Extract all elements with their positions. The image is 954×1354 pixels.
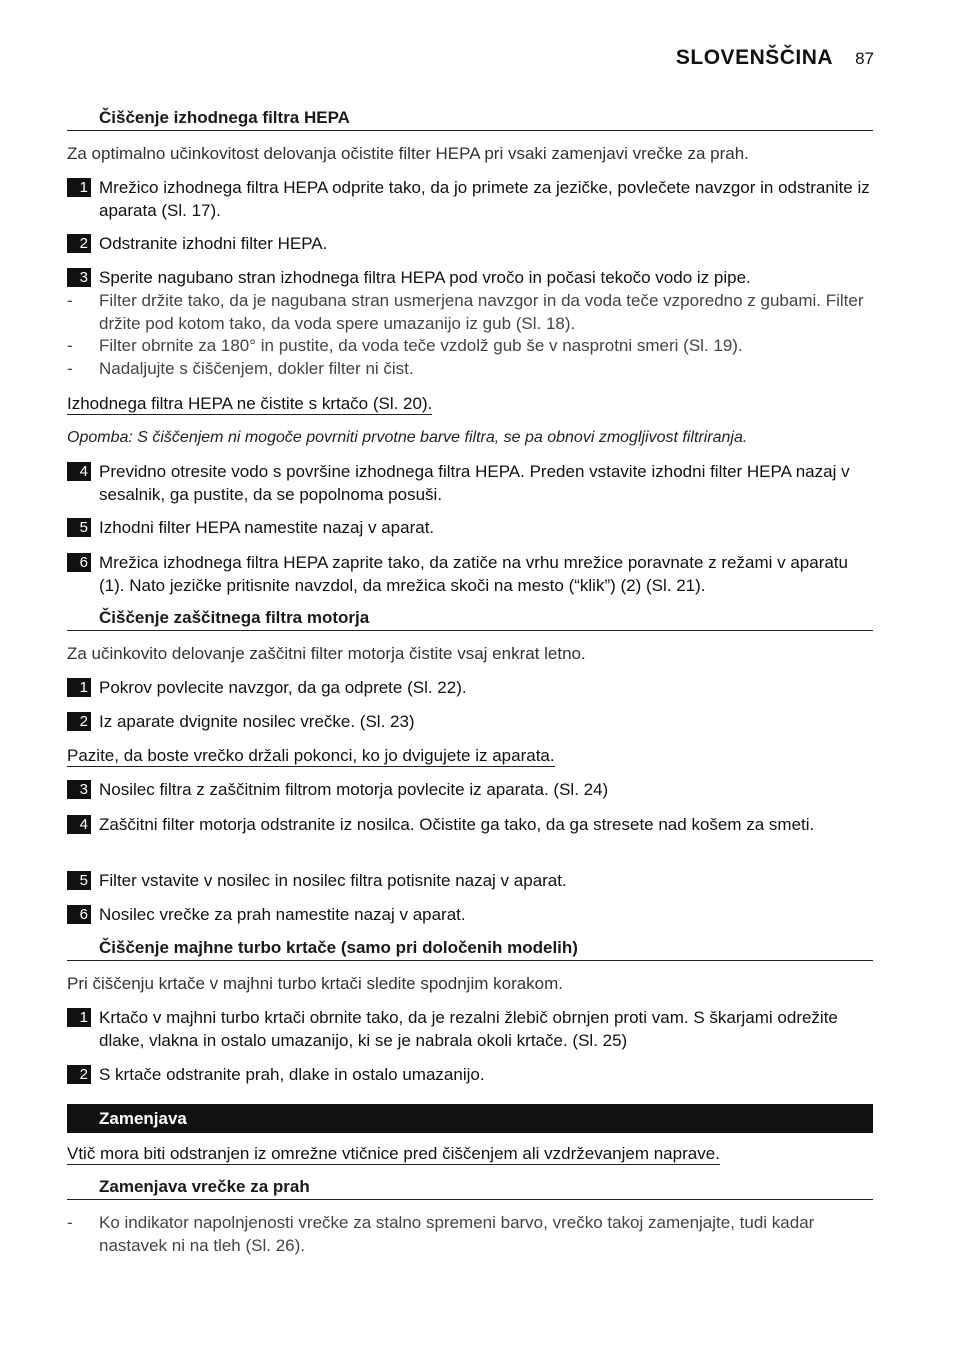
step-number: 1 (67, 678, 91, 697)
bullet-item: - Ko indikator napolnjenosti vrečke za stalno spremeni barvo, vrečko takoj zamenjajte, tudi kadar nastavek ni na tleh (Sl. 26). (67, 1211, 873, 1257)
step-text: Mrežica izhodnega filtra HEPA zaprite tako, da zatiče na vrhu mrežice poravnate z režami v aparatu (1). Nato jezičke pritisnite navzdol, da mrežica skoči na mesto (“klik”) (2) (Sl. 21). (99, 553, 848, 595)
section-bar-replacement: Zamenjava (67, 1104, 873, 1133)
step-text: Mrežico izhodnega filtra HEPA odprite tako, da jo primete za jezičke, povlečete navzgor in odstranite iz aparata (Sl. 17). (99, 178, 870, 220)
page-header (676, 46, 874, 70)
step-number: 1 (67, 1008, 91, 1027)
step-text: Sperite nagubano stran izhodnega filtra HEPA pod vročo in počasi tekočo vodo iz pipe. (99, 268, 751, 287)
section-title-motor-filter: Čiščenje zaščitnega filtra motorja (67, 607, 873, 631)
warning-text: Vtič mora biti odstranjen iz omrežne vtičnice pred čiščenjem ali vzdrževanjem naprave. (67, 1144, 720, 1163)
intro-paragraph: Za optimalno učinkovitost delovanja očistite filter HEPA pri vsaki zamenjavi vrečke za prah. (67, 144, 749, 163)
step-text: Pokrov povlecite navzgor, da ga odprete (Sl. 22). (99, 678, 467, 697)
step-text: Odstranite izhodni filter HEPA. (99, 234, 328, 253)
step-item (67, 676, 873, 699)
step-number: 5 (67, 871, 91, 890)
step-item (67, 266, 873, 289)
bullet-item: - Filter obrnite za 180° in pustite, da voda teče vzdolž gub še v nasprotni smeri (Sl. 19). (67, 334, 873, 357)
intro-paragraph: Pri čiščenju krtače v majhni turbo krtači sledite spodnjim korakom. (67, 974, 564, 993)
step-text: Izhodni filter HEPA namestite nazaj v aparat. (99, 518, 435, 537)
step-item (67, 1006, 873, 1052)
bullet-text: Ko indikator napolnjenosti vrečke za stalno spremeni barvo, vrečko takoj zamenjajte, tudi kadar nastavek ni na tleh (Sl. 26). (99, 1213, 815, 1255)
step-number: 2 (67, 1065, 91, 1084)
page-number: 87 (855, 49, 874, 68)
step-number: 4 (67, 462, 91, 481)
step-number: 3 (67, 780, 91, 799)
section-title-hepa: Čiščenje izhodnega filtra HEPA (67, 107, 873, 131)
step-number: 1 (67, 178, 91, 197)
step-item (67, 778, 873, 801)
bullet-text: Filter obrnite za 180° in pustite, da voda teče vzdolž gub še v nasprotni smeri (Sl. 19). (99, 336, 743, 355)
warning-text: Pazite, da boste vrečko držali pokonci, ko jo dvigujete iz aparata. (67, 746, 555, 765)
step-item (67, 176, 873, 222)
step-number: 6 (67, 553, 91, 572)
section-title-turbo-brush: Čiščenje majhne turbo krtače (samo pri določenih modelih) (67, 937, 873, 961)
step-text: Filter vstavite v nosilec in nosilec filtra potisnite nazaj v aparat. (99, 871, 567, 890)
language-label: SLOVENŠČINA (675, 46, 834, 69)
warning-text: Izhodnega filtra HEPA ne čistite s krtačo (Sl. 20). (67, 394, 433, 413)
step-item (67, 1063, 873, 1086)
step-item (67, 516, 873, 539)
step-number: 2 (67, 234, 91, 253)
step-text: Nosilec vrečke za prah namestite nazaj v aparat. (99, 905, 466, 924)
bullet-item: - Nadaljujte s čiščenjem, dokler filter ni čist. (67, 357, 873, 380)
step-item (67, 460, 873, 506)
step-text: S krtače odstranite prah, dlake in ostalo umazanijo. (99, 1065, 485, 1084)
section-title-bag-replacement: Zamenjava vrečke za prah (67, 1176, 873, 1200)
step-text: Krtačo v majhni turbo krtači obrnite tako, da je rezalni žlebič obrnjen proti vam. S škarjami odrežite dlake, vlakna in ostalo umazanijo, ki se je nabrala okoli krtače. (Sl. 25) (99, 1008, 838, 1050)
step-number: 2 (67, 712, 91, 731)
note-text: Opomba: S čiščenjem ni mogoče povrniti prvotne barve filtra, se pa obnovi zmogljivost filtriranja. (67, 429, 748, 446)
step-number: 3 (67, 268, 91, 287)
step-item (67, 869, 873, 892)
intro-paragraph: Za učinkovito delovanje zaščitni filter motorja čistite vsaj enkrat letno. (67, 644, 586, 663)
step-item (67, 710, 873, 733)
step-text: Zaščitni filter motorja odstranite iz nosilca. Očistite ga tako, da ga stresete nad košem za smeti. (99, 815, 815, 834)
step-item (67, 903, 873, 926)
step-number: 5 (67, 518, 91, 537)
step-item (67, 551, 873, 597)
step-item (67, 232, 873, 255)
bullet-text: Filter držite tako, da je nagubana stran usmerjena navzgor in da voda teče vzporedno z gubami. Filter držite pod kotom tako, da voda spere umazanijo iz gub (Sl. 18). (99, 291, 864, 333)
step-text: Previdno otresite vodo s površine izhodnega filtra HEPA. Preden vstavite izhodni filter HEPA nazaj v sesalnik, ga pustite, da se popolnoma posuši. (99, 462, 850, 504)
step-number: 6 (67, 905, 91, 924)
step-text: Iz aparate dvignite nosilec vrečke. (Sl. 23) (99, 712, 415, 731)
bullet-item: - Filter držite tako, da je nagubana stran usmerjena navzgor in da voda teče vzporedno z gubami. Filter držite pod kotom tako, da voda spere umazanijo iz gub (Sl. 18). (67, 289, 873, 335)
bullet-text: Nadaljujte s čiščenjem, dokler filter ni čist. (99, 359, 414, 378)
step-item (67, 813, 873, 836)
step-text: Nosilec filtra z zaščitnim filtrom motorja povlecite iz aparata. (Sl. 24) (99, 780, 609, 799)
step-number: 4 (67, 815, 91, 834)
